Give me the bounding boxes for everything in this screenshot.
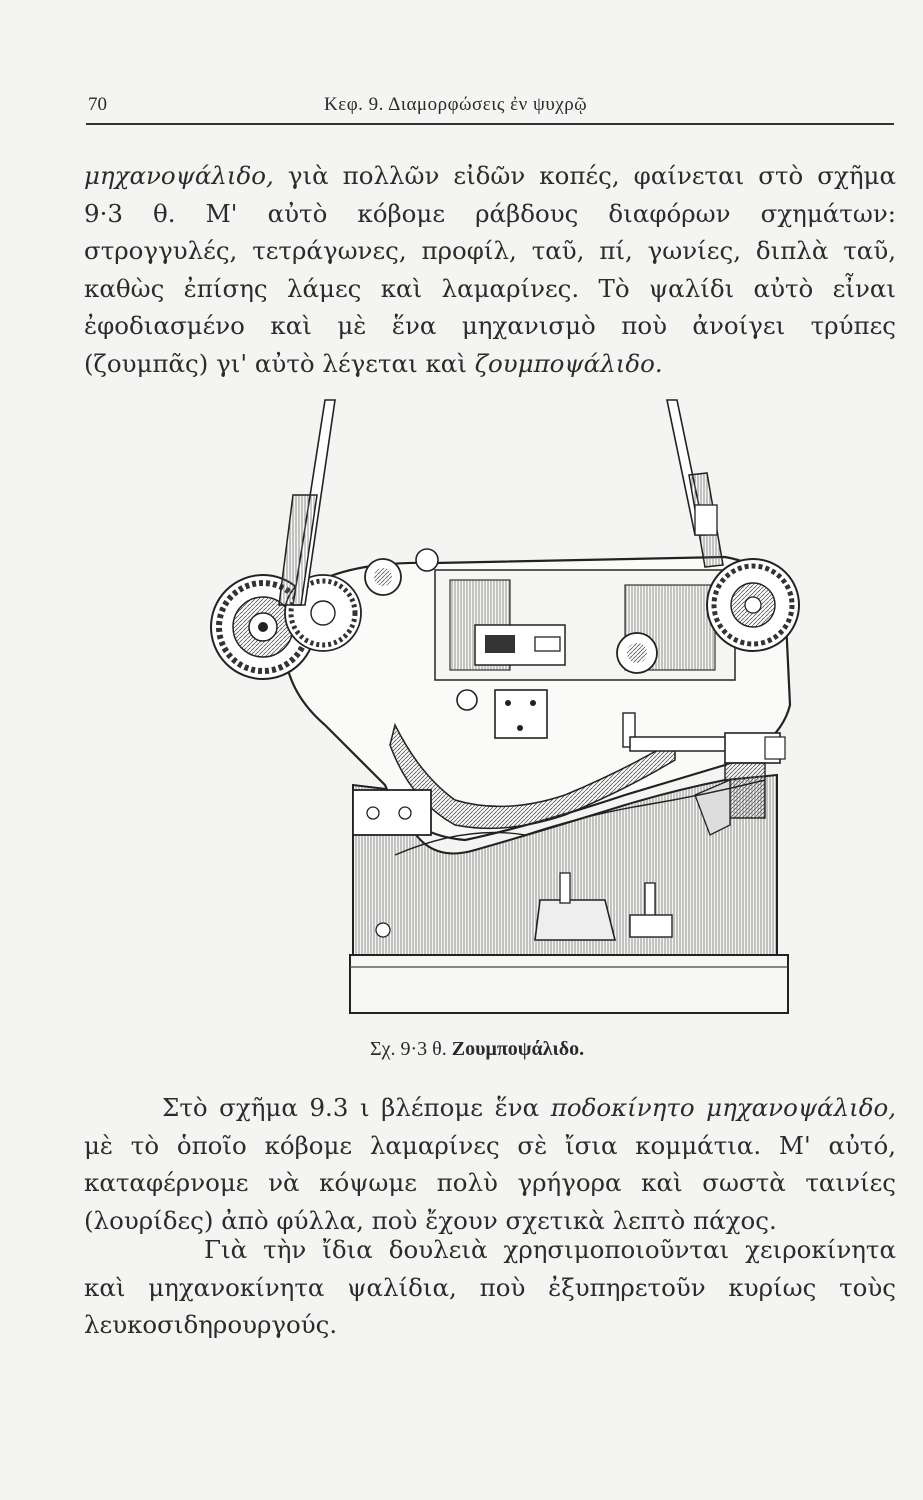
paragraph-1-tail-term: ζουμποψάλιδο. bbox=[474, 348, 663, 378]
figure-punch-shear-machine bbox=[205, 395, 805, 1025]
figure-caption-number: Σχ. 9·3 θ. bbox=[370, 1038, 447, 1060]
machine-illustration bbox=[205, 395, 805, 1025]
paragraph-2-term: ποδοκίνητο μηχανοψάλιδο, bbox=[550, 1093, 896, 1122]
paragraph-2 bbox=[84, 1089, 896, 1239]
paragraph-3: Γιὰ τὴν ἴδια δουλειὰ χρησιμοποιοῦνται χειροκίνητα καὶ μηχανοκίνητα ψαλίδια, ποὺ ἐξυπηρετοῦν κυρίως τοὺς λευκοσιδηρουργούς. bbox=[84, 1235, 896, 1339]
paragraph-1-lead-term: μηχανοψάλιδο, bbox=[84, 161, 274, 190]
paragraph-2-text-after: μὲ τὸ ὁποῖο κόβομε λαμαρίνες σὲ ἴσια κομμάτια. Μ' αὐτό, καταφέρνομε νὰ κόψωμε πολὺ γρήγορα καὶ σωστὰ ταινίες (λουρίδες) ἀπὸ φύλλα, ποὺ ἔχουν σχετικὰ λεπτὸ πάχος. bbox=[84, 1130, 896, 1235]
figure-caption-title: Ζουμποψάλιδο. bbox=[451, 1038, 585, 1060]
figure-caption bbox=[370, 1038, 584, 1061]
running-head bbox=[86, 92, 894, 122]
chapter-title: Κεφ. 9. Διαμορφώσεις ἐν ψυχρῷ bbox=[324, 94, 588, 115]
paragraph-1-text: γιὰ πολλῶν εἰδῶν κοπές, φαίνεται στὸ σχῆμα 9·3 θ. Μ' αὐτὸ κόβομε ράβδους διαφόρων σχημάτων: στρογγυλές, τετράγωνες, προφίλ, ταῦ, πί, γωνίες, διπλὰ ταῦ, καθὼς ἐπίσης λάμες καὶ λαμαρίνες. Τὸ ψαλίδι αὐτὸ εἶναι ἐφοδιασμένο καὶ μὲ ἕνα μηχανισμὸ ποὺ ἀνοίγει τρύπες (ζουμπᾶς) γι' αὐτὸ λέγεται καὶ bbox=[84, 161, 896, 378]
header-rule bbox=[86, 123, 894, 125]
page-number: 70 bbox=[88, 94, 107, 115]
paragraph-2-text-before: Στὸ σχῆμα 9.3 ι βλέπομε ἕνα bbox=[162, 1093, 551, 1122]
right-gear bbox=[707, 559, 799, 651]
paragraph-1 bbox=[84, 157, 896, 382]
machine-base-plinth bbox=[350, 955, 788, 1013]
